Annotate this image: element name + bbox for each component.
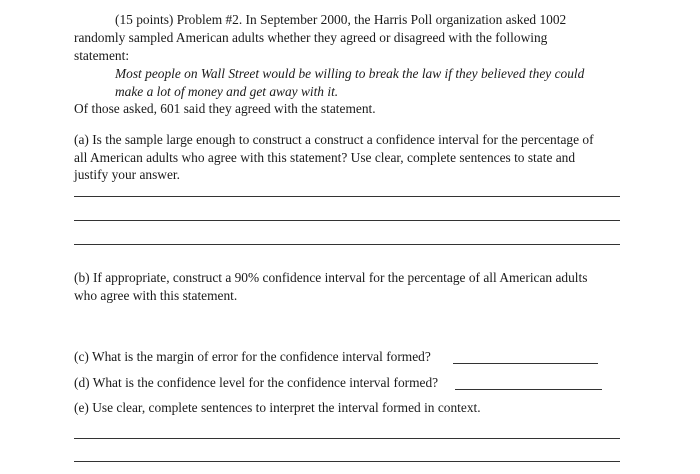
part-c-answer-blank[interactable] <box>453 363 598 364</box>
part-a-answer-line-2[interactable] <box>74 220 620 221</box>
part-e-answer-line-1[interactable] <box>74 438 620 439</box>
quote-line-1: Most people on Wall Street would be willing to break the law if they believed they could <box>115 66 585 81</box>
part-b-line-2: who agree with this statement. <box>74 288 238 303</box>
part-a-answer-line-3[interactable] <box>74 244 620 245</box>
part-a-line-2: all American adults who agree with this statement? Use clear, complete sentences to state and <box>74 150 576 165</box>
part-e-question: (e) Use clear, complete sentences to interpret the interval formed in context. <box>74 400 481 415</box>
part-a-answer-line-1[interactable] <box>74 196 620 197</box>
part-a-line-1: (a) Is the sample large enough to construct a construct a confidence interval for the percentage of <box>74 132 594 147</box>
part-c-question: (c) What is the margin of error for the confidence interval formed? <box>74 349 431 364</box>
part-a-line-3: justify your answer. <box>74 167 180 182</box>
quote-line-2: make a lot of money and get away with it. <box>115 84 339 99</box>
problem-intro-line-1: (15 points) Problem #2. In September 2000, the Harris Poll organization asked 1002 <box>115 12 567 27</box>
part-b-line-1: (b) If appropriate, construct a 90% confidence interval for the percentage of all American adults <box>74 270 588 285</box>
part-d-question: (d) What is the confidence level for the confidence interval formed? <box>74 375 439 390</box>
problem-intro-line-3: statement: <box>74 48 130 63</box>
result-line: Of those asked, 601 said they agreed with the statement. <box>74 101 376 116</box>
problem-intro-line-2: randomly sampled American adults whether they agreed or disagreed with the following <box>74 30 548 45</box>
part-e-answer-line-2[interactable] <box>74 461 620 462</box>
part-d-answer-blank[interactable] <box>455 389 602 390</box>
